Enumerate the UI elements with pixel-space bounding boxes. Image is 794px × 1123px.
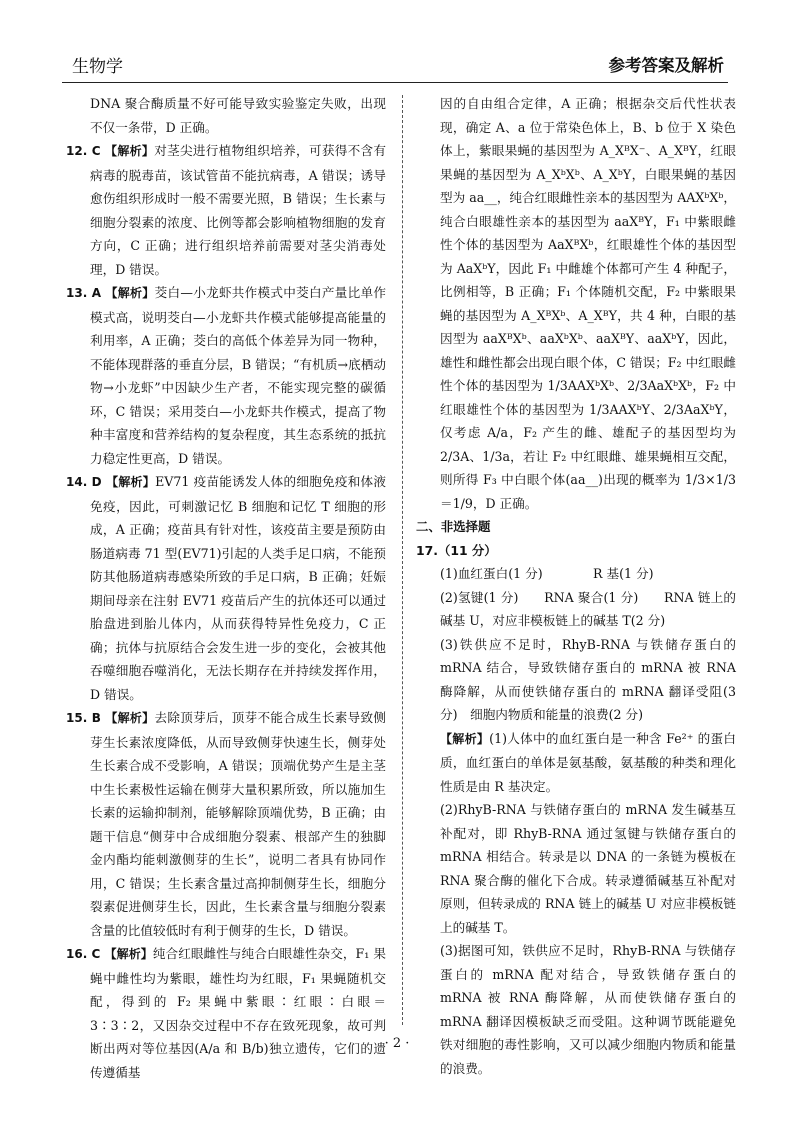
left-column (66, 92, 386, 1084)
paragraph (416, 515, 736, 539)
paragraph (66, 92, 386, 139)
paragraph-text: 二、非选择题 (416, 519, 491, 534)
paragraph-text: (2)RhyB-RNA 与铁储存蛋白的 mRNA 发生碱基互补配对，即 RhyB-RNA 通过氢键与铁储存蛋白的 mRNA 相结合。转录是以 DNA 的一条链为模板在 RNA 聚合酶的催化下合成。转录遵循碱基互补配对原则，但转录成的 RNA 链上的碱基 U 对应非模板链上的碱基 T。 (440, 802, 736, 935)
paragraph (416, 727, 736, 799)
paragraph (416, 562, 736, 586)
section-title: 参考答案及解析 (608, 56, 724, 75)
answer-label: 12. C 【解析】 (66, 144, 155, 158)
paragraph-text: 对茎尖进行植物组织培养，可获得不含有病毒的脱毒苗，该试管苗不能抗病毒，A 错误；诱导愈伤组织形成时一般不需要光照，B 错误；生长素与细胞分裂素的浓度、比例等都会影响植物细胞的发育方向，C 正确；进行组织培养前需要对茎尖消毒处理，D 错误。 (90, 143, 386, 277)
page-header (62, 52, 728, 78)
paragraph-text: (3)据图可知，铁供应不足时，RhyB-RNA 与铁储存蛋白的 mRNA 配对结合，导致铁储存蛋白的 mRNA 被 RNA 酶降解，从而使铁储存蛋白的 mRNA 翻译因模板缺乏而受阻。这种调节既能避免铁对细胞的毒性影响，又可以减少细胞内物质和能量的浪费。 (440, 943, 736, 1076)
right-column (416, 92, 736, 1080)
paragraph (416, 586, 736, 633)
paragraph-text: (1)人体中的血红蛋白是一种含 Fe²⁺ 的蛋白质，血红蛋白的单体是氨基酸，氨基酸的种类和理化性质是由 R 基决定。 (440, 730, 736, 794)
paragraph-text: (3)铁供应不足时，RhyB-RNA 与铁储存蛋白的 mRNA 结合，导致铁储存蛋白的 mRNA 被 RNA 酶降解，从而使铁储存蛋白的 mRNA 翻译受阻(3 分) 细胞内物质和能量的浪费(2 分) (440, 636, 736, 722)
paragraph (66, 470, 386, 706)
answer-label: 14. D 【解析】 (66, 475, 156, 489)
paragraph (416, 92, 736, 515)
subject-title: 生物学 (72, 57, 123, 77)
paragraph-text: DNA 聚合酶质量不好可能导致实验鉴定失败，出现不仅一条带，D 正确。 (90, 96, 386, 135)
page-number: · 2 · (384, 1036, 410, 1051)
paragraph (416, 539, 736, 563)
paragraph-text: (1)血红蛋白(1 分) R 基(1 分) (440, 566, 654, 581)
answer-label: 16. C 【解析】 (66, 947, 153, 961)
answer-label: 15. B 【解析】 (66, 711, 155, 725)
paragraph (416, 939, 736, 1080)
paragraph (66, 139, 386, 281)
paragraph-text: 去除顶芽后，顶芽不能合成生长素导致侧芽生长素浓度降低，从而导致侧芽快速生长，侧芽处生长素合成不受影响，A 错误；顶端优势产生是主茎中生长素极性运输在侧芽大量积累所致，所以施加生长素的运输抑制剂，能够解除顶端优势，B 正确；由题干信息“侧芽中合成细胞分裂素、根部产生的独脚金内酯均能刺激侧芽的生长”，说明二者具有协同作用，C 错误；生长素含量过高抑制侧芽生长，细胞分裂素促进侧芽生长，因此，生长素含量与细胞分裂素含量的比值较低时有利于侧芽的生长，D 错误。 (90, 710, 386, 938)
column-divider (402, 95, 403, 1025)
paragraph-text: EV71 疫苗能诱发人体的细胞免疫和体液免疫，因此，可刺激记忆 B 细胞和记忆 T 细胞的形成，A 正确；疫苗具有针对性，该疫苗主要是预防由肠道病毒 71 型(EV71)引起的人类手足口病，不能预防其他肠道病毒感染所致的手足口病，B 正确；妊娠期间母亲在注射 EV71 疫苗后产生的抗体还可以通过胎盘进到胎儿体内，从而获得特异性免疫力，C 正确；抗体与抗原结合会发生进一步的变化，会被其他吞噬细胞吞噬消化，无法长期存在并持续发挥作用，D 错误。 (90, 474, 386, 702)
paragraph (66, 281, 386, 470)
answer-label: 【解析】 (440, 731, 490, 746)
header-rule (62, 82, 728, 83)
paragraph-text: 17.（11 分） (416, 542, 497, 558)
answer-label: 13. A 【解析】 (66, 286, 155, 300)
paragraph (416, 798, 736, 939)
paragraph-text: 纯合红眼雌性与纯合白眼雄性杂交，F₁ 果蝇中雌性均为紫眼，雄性均为红眼，F₁ 果蝇随机交配，得到的 F₂ 果蝇中紫眼∶红眼∶白眼＝3∶3∶2，又因杂交过程中不存在致死现象，故可判断出两对等位基因(A/a 和 B/b)独立遗传，它们的遗传遵循基 (90, 946, 387, 1080)
paragraph (66, 942, 386, 1084)
paragraph-text: 茭白—小龙虾共作模式中茭白产量比单作模式高，说明茭白—小龙虾共作模式能够提高能量的利用率，A 正确；茭白的高低个体差异为同一物种，不能体现群落的垂直分层，B 错误；“有机质→底栖动物→小龙虾”中因缺少生产者，不能实现完整的碳循环，C 错误；采用茭白—小龙虾共作模式，提高了物种丰富度和营养结构的复杂程度，其生态系统的抵抗力稳定性更高，D 错误。 (90, 285, 387, 466)
paragraph-text: (2)氢键(1 分) RNA 聚合(1 分) RNA 链上的碱基 U，对应非模板链上的碱基 T(2 分) (440, 589, 736, 628)
paragraph (416, 633, 736, 727)
paragraph (66, 706, 386, 942)
paragraph-text: 因的自由组合定律，A 正确；根据杂交后代性状表现，确定 A、a 位于常染色体上，B、b 位于 X 染色体上，紫眼果蝇的基因型为 A_XᴮX⁻、A_XᴮY，红眼果蝇的基因型为 A_XᵇXᵇ、A_XᵇY，白眼果蝇的基因型为 aa__，纯合红眼雌性亲本的基因型为 AAXᵇXᵇ，纯合白眼雄性亲本的基因型为 aaXᴮY，F₁ 中紫眼雌性个体的基因型为 AaXᴮXᵇ，红眼雄性个体的基因型为 AaXᵇY，因此 F₁ 中雌雄个体都可产生 4 种配子，比例相等，B 正确；F₁ 个体随机交配，F₂ 中紫眼果蝇的基因型为 A_XᴮXᵇ、A_XᴮY，共 4 种，白眼的基因型为 aaXᴮXᵇ、aaXᵇXᵇ、aaXᴮY、aaXᵇY，因此，雄性和雌性都会出现白眼个体，C 错误；F₂ 中红眼雌性个体的基因型为 1/3AAXᵇXᵇ、2/3AaXᵇXᵇ，F₂ 中红眼雄性个体的基因型为 1/3AAXᵇY、2/3AaXᵇY，仅考虑 A/a，F₂ 产生的雌、雄配子的基因型均为 2/3A、1/3a，若让 F₂ 中红眼雌、雄果蝇相互交配，则所得 F₃ 中白眼个体(aa__)出现的概率为 1/3×1/3＝1/9，D 正确。 (440, 96, 736, 511)
